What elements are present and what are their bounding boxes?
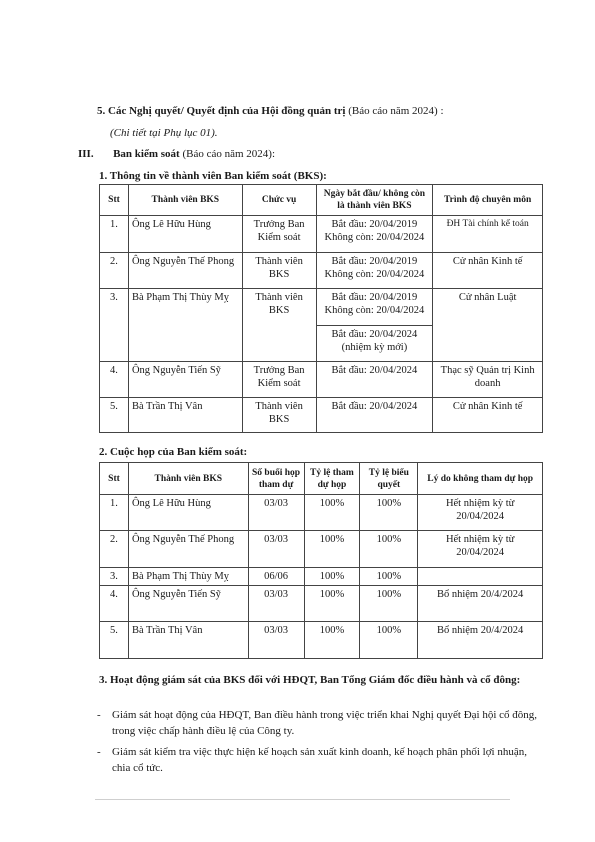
col-header-stt: Stt xyxy=(100,463,129,495)
table-row xyxy=(100,568,543,586)
table-row xyxy=(100,531,543,568)
row-role: Thành viên BKS xyxy=(242,398,316,433)
col-header-attendance-rate: Tỷ lệ tham dự họp xyxy=(304,463,360,495)
section5-heading-note: (Báo cáo năm 2024) : xyxy=(348,105,444,117)
row-absence-reason: Hết nhiệm kỳ từ 20/04/2024 xyxy=(418,531,543,568)
row-voting-rate: 100% xyxy=(360,586,418,622)
row-member-name: Ông Nguyễn Tiến Sỹ xyxy=(128,586,248,622)
row-stt: 3. xyxy=(100,568,129,586)
bullet-dash: - xyxy=(97,709,101,721)
bks-meetings-table xyxy=(99,462,543,659)
col-header-voting-rate: Tỷ lệ biểu quyết xyxy=(360,463,418,495)
col-header-meetings: Số buổi họp tham dự xyxy=(248,463,304,495)
sub1-title: 1. Thông tin về thành viên Ban kiểm soát (BKS): xyxy=(99,170,327,182)
row-member-name: Ông Nguyễn Thế Phong xyxy=(128,253,242,289)
col-header-role: Chức vụ xyxy=(242,185,316,216)
sub2-title: 2. Cuộc họp của Ban kiểm soát: xyxy=(99,446,248,458)
footer-rule xyxy=(95,799,510,800)
row-qualification: ĐH Tài chính kế toán xyxy=(433,216,543,253)
table-row xyxy=(100,216,543,253)
row-member-name: Ông Lê Hữu Hùng xyxy=(128,216,242,253)
section3-heading xyxy=(78,148,275,160)
row-meetings: 03/03 xyxy=(248,622,304,659)
row-qualification: Thạc sỹ Quản trị Kinh doanh xyxy=(433,362,543,398)
table-row xyxy=(100,362,543,398)
table-row xyxy=(100,495,543,531)
row-qualification: Cử nhân Kinh tế xyxy=(433,253,543,289)
col-header-member: Thành viên BKS xyxy=(128,185,242,216)
row-meetings: 03/03 xyxy=(248,495,304,531)
bks-members-table xyxy=(99,184,543,433)
row-member-name: Ông Lê Hữu Hùng xyxy=(128,495,248,531)
row-member-name: Ông Nguyễn Tiến Sỹ xyxy=(128,362,242,398)
row-dates: Bắt đầu: 20/04/2019 Không còn: 20/04/2024 xyxy=(316,216,433,253)
row-stt: 2. xyxy=(100,253,129,289)
row-voting-rate: 100% xyxy=(360,622,418,659)
section3-num: III. xyxy=(78,148,94,160)
row-stt: 5. xyxy=(100,622,129,659)
row-absence-reason xyxy=(418,568,543,586)
row-attendance-rate: 100% xyxy=(304,586,360,622)
row-absence-reason: Hết nhiệm kỳ từ 20/04/2024 xyxy=(418,495,543,531)
row-stt: 2. xyxy=(100,531,129,568)
row-dates: Bắt đầu: 20/04/2019 Không còn: 20/04/2024 xyxy=(316,289,433,326)
row-role: Thành viên BKS xyxy=(242,289,316,362)
row-role: Thành viên BKS xyxy=(242,253,316,289)
row-member-name: Bà Trần Thị Vân xyxy=(128,398,242,433)
row-stt: 1. xyxy=(100,216,129,253)
table-row xyxy=(100,622,543,659)
row-voting-rate: 100% xyxy=(360,495,418,531)
row-absence-reason: Bổ nhiệm 20/4/2024 xyxy=(418,622,543,659)
row-qualification: Cử nhân Kinh tế xyxy=(433,398,543,433)
row-dates: Bắt đầu: 20/04/2024 xyxy=(316,398,433,433)
row-attendance-rate: 100% xyxy=(304,531,360,568)
table-header-row xyxy=(100,185,543,216)
row-role: Trưởng Ban Kiểm soát xyxy=(242,216,316,253)
row-dates-new-term: Bắt đầu: 20/04/2024 (nhiệm kỳ mới) xyxy=(316,326,433,362)
row-stt: 3. xyxy=(100,289,129,362)
section3-note: (Báo cáo năm 2024): xyxy=(182,148,276,160)
row-attendance-rate: 100% xyxy=(304,568,360,586)
row-stt: 1. xyxy=(100,495,129,531)
row-voting-rate: 100% xyxy=(360,568,418,586)
row-dates: Bắt đầu: 20/04/2024 xyxy=(316,362,433,398)
row-voting-rate: 100% xyxy=(360,531,418,568)
table-row xyxy=(100,289,543,326)
row-member-name: Bà Trần Thị Vân xyxy=(128,622,248,659)
bullet-item: Giám sát hoạt động của HĐQT, Ban điều hành trong việc triển khai Nghị quyết Đại hội cổ đông, trong việc chấp hành điều lệ của Công ty. xyxy=(112,709,538,737)
col-header-qualification: Trình độ chuyên môn xyxy=(433,185,543,216)
row-stt: 4. xyxy=(100,586,129,622)
table-row xyxy=(100,586,543,622)
row-meetings: 03/03 xyxy=(248,586,304,622)
row-stt: 4. xyxy=(100,362,129,398)
section5-detail: (Chi tiết tại Phụ lục 01). xyxy=(110,127,218,139)
row-member-name: Bà Phạm Thị Thùy Mỵ xyxy=(128,568,248,586)
table-row xyxy=(100,253,543,289)
row-meetings: 03/03 xyxy=(248,531,304,568)
table-row xyxy=(100,398,543,433)
row-dates: Bắt đầu: 20/04/2019 Không còn: 20/04/2024 xyxy=(316,253,433,289)
table-header-row xyxy=(100,463,543,495)
row-meetings: 06/06 xyxy=(248,568,304,586)
col-header-stt: Stt xyxy=(100,185,129,216)
col-header-absence-reason: Lý do không tham dự họp xyxy=(418,463,543,495)
row-qualification: Cử nhân Luật xyxy=(433,289,543,362)
row-member-name: Bà Phạm Thị Thùy Mỵ xyxy=(128,289,242,362)
col-header-member: Thành viên BKS xyxy=(128,463,248,495)
row-absence-reason: Bổ nhiệm 20/4/2024 xyxy=(418,586,543,622)
bullet-dash: - xyxy=(97,746,101,758)
sub3-title: 3. Hoạt động giám sát của BKS đối với HĐQT, Ban Tổng Giám đốc điều hành và cổ đông: xyxy=(99,674,521,686)
row-member-name: Ông Nguyễn Thế Phong xyxy=(128,531,248,568)
section5-heading: 5. Các Nghị quyết/ Quyết định của Hội đồng quản trị xyxy=(97,105,346,117)
row-attendance-rate: 100% xyxy=(304,622,360,659)
col-header-dates: Ngày bắt đầu/ không còn là thành viên BKS xyxy=(316,185,433,216)
bullet-item: Giám sát kiểm tra việc thực hiện kế hoạch sản xuất kinh doanh, kế hoạch phân phối lợi nhuận, chia cổ tức. xyxy=(112,746,527,774)
row-attendance-rate: 100% xyxy=(304,495,360,531)
section5-heading-line xyxy=(97,105,444,117)
section3-title: Ban kiểm soát xyxy=(113,148,180,160)
row-stt: 5. xyxy=(100,398,129,433)
row-role: Trưởng Ban Kiểm soát xyxy=(242,362,316,398)
